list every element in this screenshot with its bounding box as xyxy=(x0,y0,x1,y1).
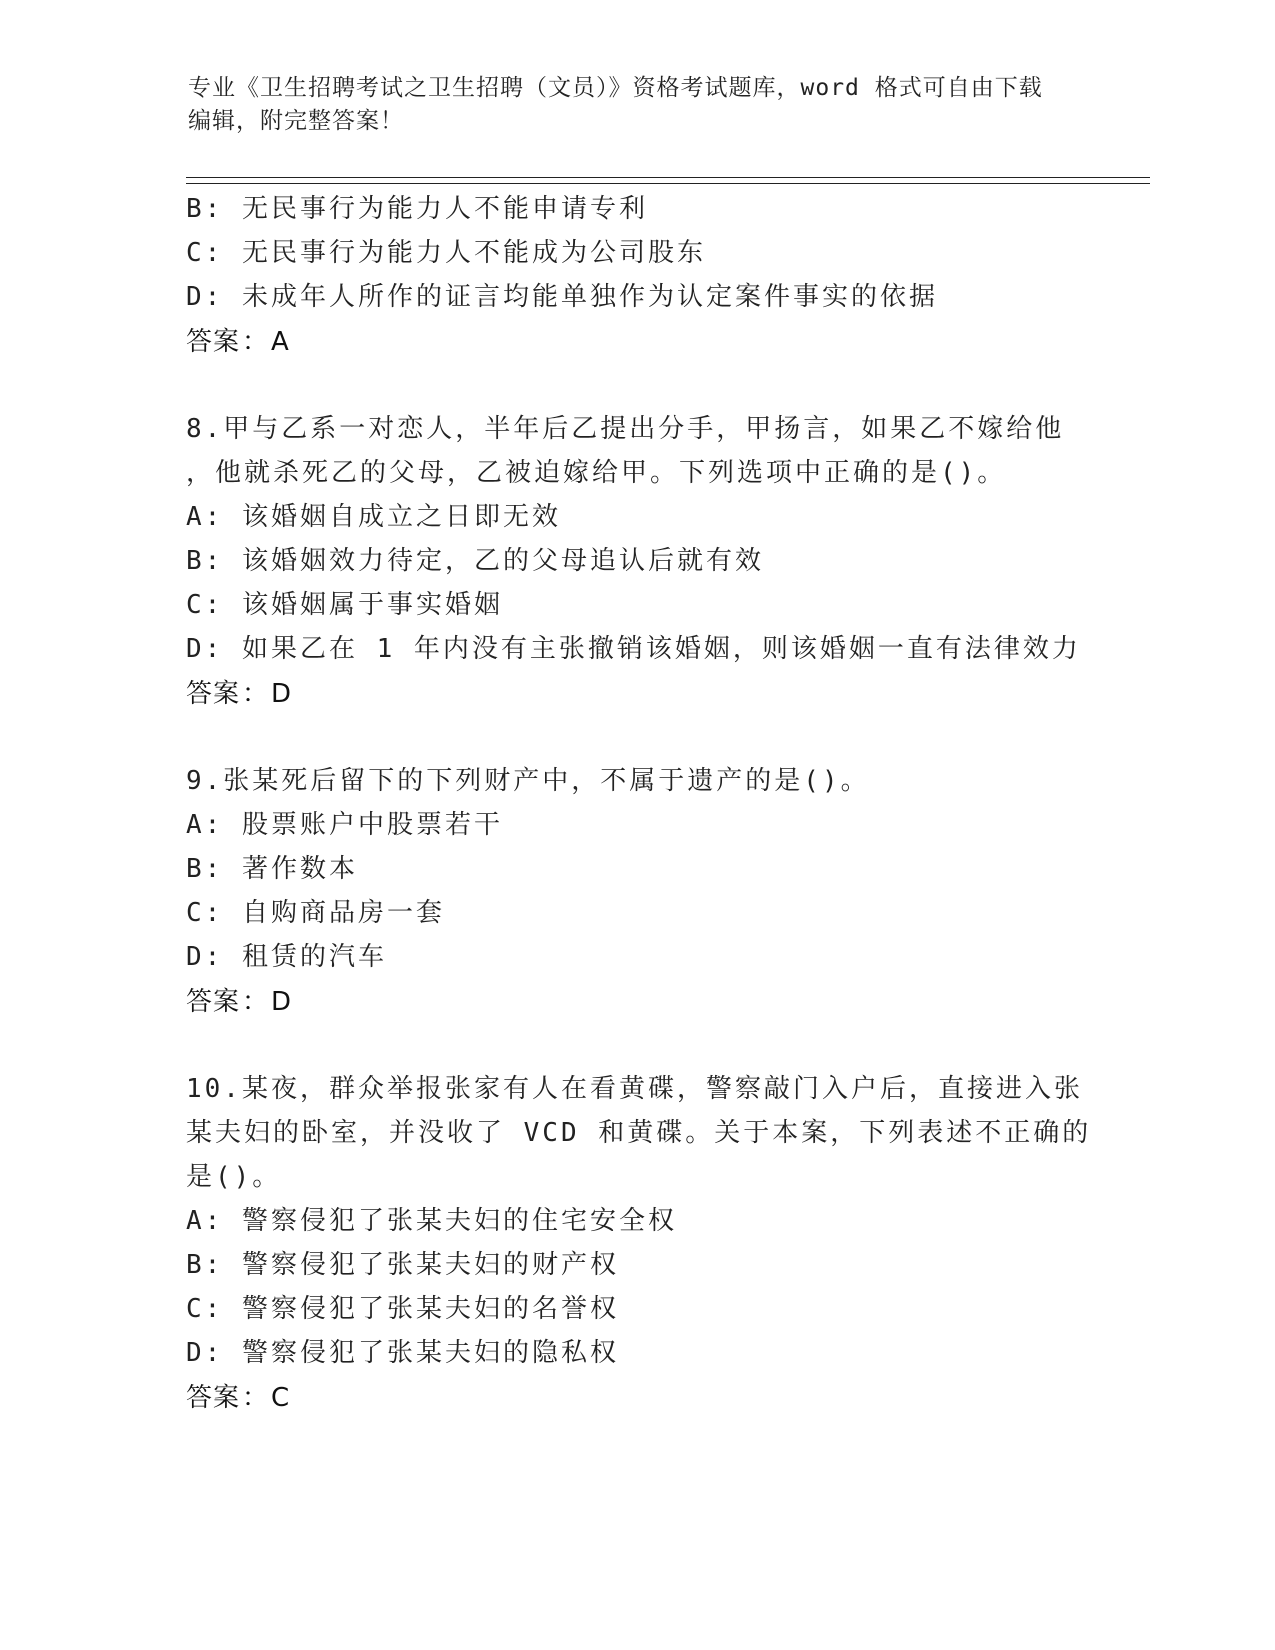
answer-value: A xyxy=(271,327,290,357)
q8-stem-line-2: ，他就杀死乙的父母，乙被迫嫁给甲。下列选项中正确的是()。 xyxy=(186,458,1007,488)
q10-answer: 答案：C xyxy=(186,1383,291,1413)
prev-option-c: C: 无民事行为能力人不能成为公司股东 xyxy=(186,238,706,268)
q8-option-d: D: 如果乙在 1 年内没有主张撤销该婚姻，则该婚姻一直有法律效力 xyxy=(186,634,1081,664)
q9-answer: 答案：D xyxy=(186,987,293,1017)
q8-option-a: A: 该婚姻自成立之日即无效 xyxy=(186,502,561,532)
q8-stem-line-1: 8.甲与乙系一对恋人，半年后乙提出分手，甲扬言，如果乙不嫁给他 xyxy=(186,414,1065,444)
header-line-1: 专业《卫生招聘考试之卫生招聘（文员）》资格考试题库，word 格式可自由下载 xyxy=(188,75,1043,101)
answer-label: 答案 xyxy=(186,327,241,357)
q9-option-a: A: 股票账户中股票若干 xyxy=(186,810,503,840)
q9-stem-line-1: 9.张某死后留下的下列财产中，不属于遗产的是()。 xyxy=(186,766,870,796)
q10-option-c: C: 警察侵犯了张某夫妇的名誉权 xyxy=(186,1294,619,1324)
prev-option-d: D: 未成年人所作的证言均能单独作为认定案件事实的依据 xyxy=(186,282,938,312)
answer-label: 答案 xyxy=(186,987,241,1017)
q9-option-c: C: 自购商品房一套 xyxy=(186,898,445,928)
q10-stem-line-2: 某夫妇的卧室，并没收了 VCD 和黄碟。关于本案，下列表述不正确的 xyxy=(186,1118,1092,1148)
answer-label: 答案 xyxy=(186,1383,241,1413)
q9-option-d: D: 租赁的汽车 xyxy=(186,942,387,972)
answer-value: D xyxy=(271,987,293,1017)
q8-answer: 答案：D xyxy=(186,679,293,709)
q10-stem-line-1: 10.某夜，群众举报张家有人在看黄碟，警察敲门入户后，直接进入张 xyxy=(186,1074,1083,1104)
q10-option-a: A: 警察侵犯了张某夫妇的住宅安全权 xyxy=(186,1206,677,1236)
q9-option-b: B: 著作数本 xyxy=(186,854,358,884)
q8-option-c: C: 该婚姻属于事实婚姻 xyxy=(186,590,503,620)
answer-label: 答案 xyxy=(186,679,241,709)
answer-value: C xyxy=(271,1383,291,1413)
q8-option-b: B: 该婚姻效力待定，乙的父母追认后就有效 xyxy=(186,546,764,576)
answer-value: D xyxy=(271,679,293,709)
q10-stem-line-3: 是()。 xyxy=(186,1162,282,1192)
document-header xyxy=(188,72,1088,138)
header-divider-bottom xyxy=(186,183,1150,184)
q10-option-d: D: 警察侵犯了张某夫妇的隐私权 xyxy=(186,1338,619,1368)
header-line-2: 编辑，附完整答案！ xyxy=(188,108,404,134)
prev-option-b: B: 无民事行为能力人不能申请专利 xyxy=(186,194,648,224)
header-divider-top xyxy=(186,177,1150,178)
prev-answer: 答案：A xyxy=(186,327,290,357)
q10-option-b: B: 警察侵犯了张某夫妇的财产权 xyxy=(186,1250,619,1280)
